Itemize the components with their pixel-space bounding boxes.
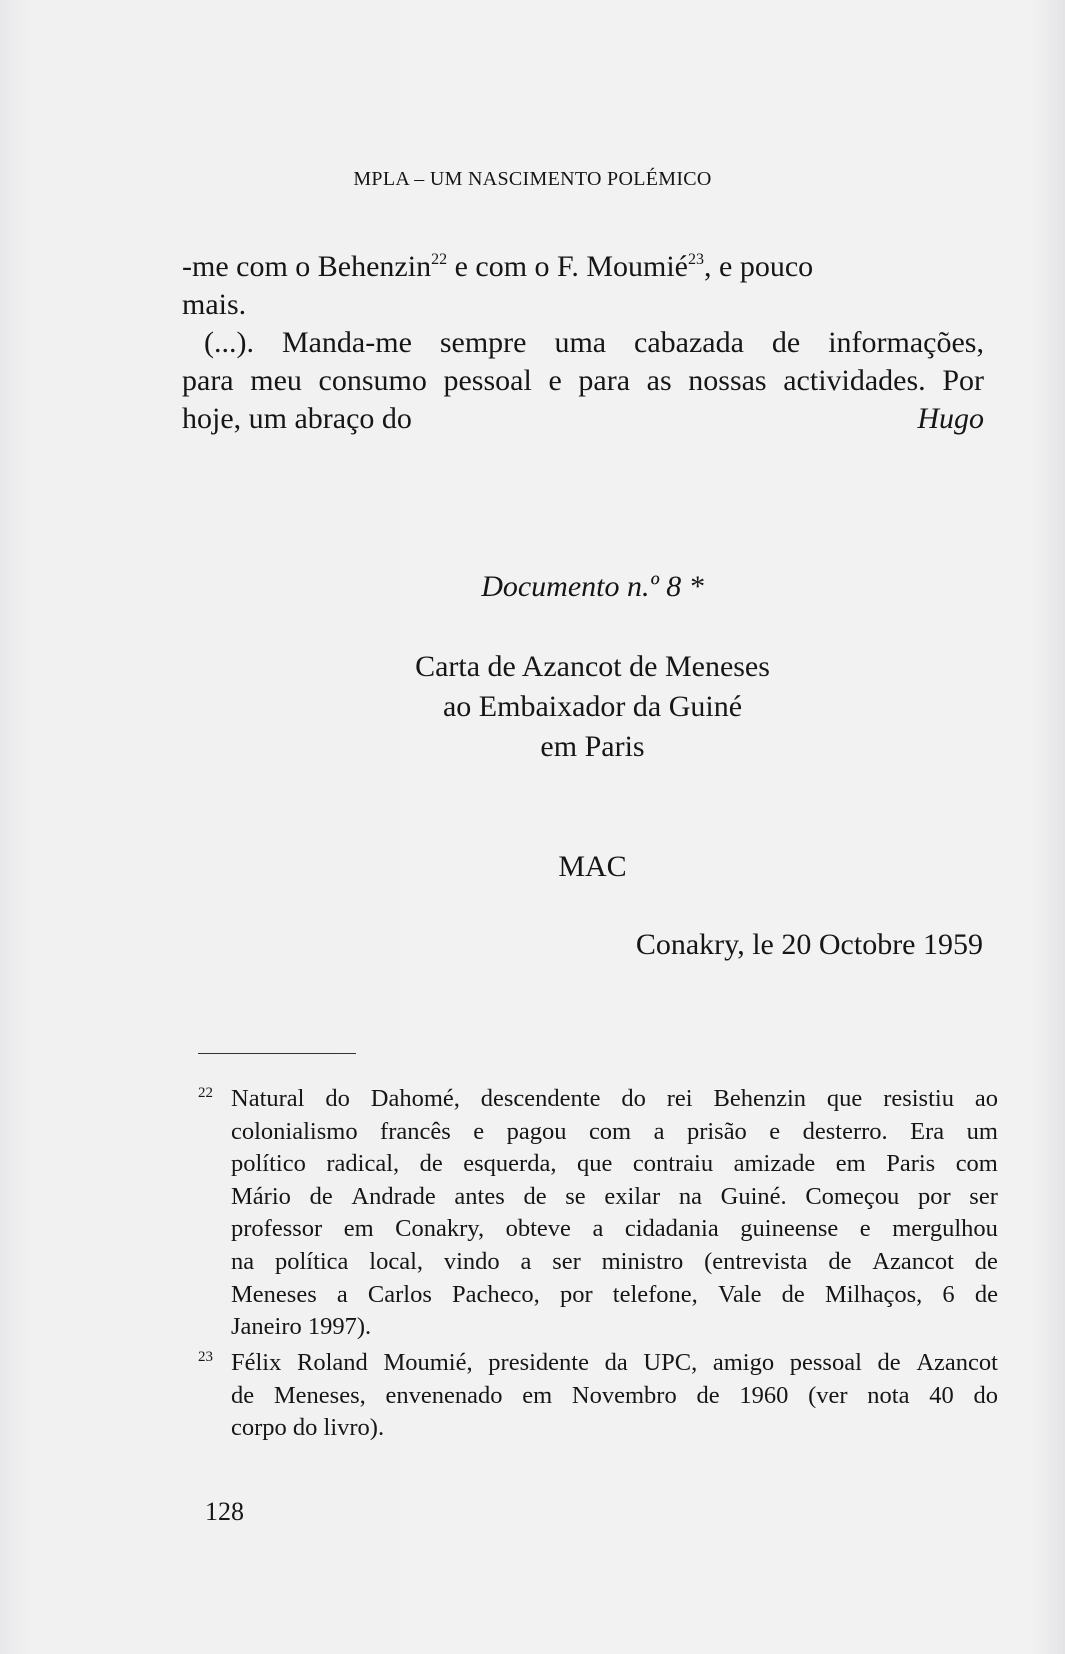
word: cidadania — [624, 1215, 719, 1243]
word: telefone, — [612, 1280, 698, 1308]
footnote-22-line — [231, 1148, 998, 1181]
word: esquerda, — [463, 1150, 557, 1178]
word: actividades. — [783, 364, 926, 397]
word: descendente — [480, 1085, 601, 1112]
word: Era — [910, 1117, 945, 1145]
footnote-ref-23[interactable]: 23 — [688, 251, 705, 268]
footnote-22 — [198, 1083, 998, 1344]
word: antes — [454, 1182, 505, 1210]
footnote-23-text — [231, 1347, 998, 1445]
word: ser — [969, 1182, 998, 1210]
word: Dahomé, — [370, 1085, 460, 1112]
word: de — [974, 1280, 998, 1308]
word: de — [974, 1247, 998, 1275]
footnote-22-text — [231, 1083, 998, 1344]
letter-line-1-text: -me com o Behenzin$^{22}$ e com o F. Moumié$^{23}$, e pouco — [182, 250, 814, 283]
word: guineense — [740, 1215, 839, 1243]
footnote-22-number: 22 — [198, 1085, 213, 1101]
word: para — [578, 364, 631, 397]
document-subtitle-line-2: ao Embaixador da Guiné — [442, 690, 743, 723]
word: Behenzin — [713, 1085, 807, 1112]
word: Natural — [231, 1085, 305, 1112]
page-number: 128 — [205, 1497, 244, 1526]
word: Roland — [297, 1349, 368, 1376]
footnote-22-line: Janeiro 1997). — [231, 1313, 372, 1341]
word: (ver — [808, 1381, 848, 1409]
word: do — [325, 1085, 350, 1112]
word: na — [678, 1182, 702, 1210]
word: meu — [250, 364, 302, 397]
word: Moumié, — [383, 1349, 473, 1376]
word: Meneses, — [273, 1381, 366, 1409]
word: amizade — [733, 1150, 816, 1178]
word: a — [336, 1280, 348, 1308]
footnote-23-line — [231, 1347, 998, 1380]
word: a — [653, 1117, 665, 1145]
word: político — [231, 1150, 306, 1178]
word: 40 — [929, 1381, 954, 1409]
word: Milhaços, — [824, 1280, 923, 1308]
document-subtitle-line-1: Carta de Azancot de Meneses — [415, 650, 770, 683]
word: Vale — [717, 1280, 762, 1308]
word: para — [182, 364, 234, 397]
word: Mário — [231, 1182, 291, 1210]
word: uma — [554, 326, 607, 359]
footnote-22-line — [231, 1213, 998, 1246]
word: Conakry, — [395, 1215, 485, 1243]
word: de — [309, 1182, 333, 1210]
word: Paris — [886, 1150, 936, 1178]
word: rei — [666, 1085, 693, 1112]
footnote-22-line — [231, 1083, 998, 1116]
word: Começou — [805, 1182, 900, 1210]
word: da — [604, 1349, 628, 1376]
word: ao — [974, 1085, 998, 1112]
word: Azancot — [916, 1349, 998, 1376]
footnote-ref-22[interactable]: 22 — [431, 251, 448, 268]
footnote-23-number: 23 — [198, 1349, 213, 1365]
word: obteve — [505, 1215, 571, 1243]
letter-line-3 — [182, 324, 984, 362]
word: de — [419, 1150, 443, 1178]
footnote-divider — [198, 1053, 356, 1054]
word: a — [520, 1247, 532, 1275]
word: envenenado — [385, 1381, 503, 1409]
word: Guiné. — [720, 1182, 787, 1210]
word: resistiu — [883, 1085, 954, 1112]
letter-line-2: mais. — [182, 288, 247, 321]
footnote-22-line — [231, 1116, 998, 1149]
word: Por — [942, 364, 984, 397]
word: prisão — [686, 1117, 747, 1145]
letter-dateline: Conakry, le 20 Octobre 1959 — [635, 928, 983, 961]
word: Andrade — [351, 1182, 436, 1210]
word: cabazada — [634, 326, 744, 359]
footnote-22-line — [231, 1246, 998, 1279]
word: pessoal — [443, 364, 532, 397]
word: por — [917, 1182, 951, 1210]
word: Pacheco, — [452, 1280, 540, 1308]
word: a — [592, 1215, 604, 1243]
word: local, — [369, 1247, 424, 1275]
word: política — [274, 1247, 349, 1275]
word: 1960 — [739, 1381, 789, 1409]
signature: Hugo — [917, 402, 984, 435]
word: 6 — [942, 1280, 955, 1308]
word: Manda-me — [281, 326, 412, 359]
word: de — [696, 1381, 720, 1409]
word: que — [826, 1085, 863, 1112]
word: Meneses — [231, 1280, 317, 1308]
word: de — [523, 1182, 547, 1210]
word: de — [781, 1280, 805, 1308]
word: em — [522, 1381, 553, 1409]
word: vindo — [443, 1247, 500, 1275]
footnote-22-line — [231, 1279, 998, 1312]
footnote-23-line: corpo do livro). — [231, 1414, 385, 1442]
running-header: MPLA – UM NASCIMENTO POLÉMICO — [353, 168, 712, 190]
word: e — [473, 1117, 485, 1145]
letter-line-1 — [182, 248, 984, 286]
word: ser — [552, 1247, 581, 1275]
word: informações, — [828, 326, 984, 359]
footnote-23 — [198, 1347, 998, 1445]
word: de — [877, 1349, 901, 1376]
word: (entrevista — [704, 1247, 808, 1275]
letter-line-4 — [182, 362, 984, 400]
word: (...). — [204, 326, 254, 359]
word: contraiu — [632, 1150, 714, 1178]
word: e — [548, 364, 562, 397]
letter-sender: MAC — [558, 850, 627, 883]
document-subtitle-line-3: em Paris — [540, 730, 645, 763]
word: pessoal — [789, 1349, 862, 1376]
word: radical, — [326, 1150, 400, 1178]
word: presidente — [488, 1349, 589, 1376]
word: com — [588, 1117, 632, 1145]
word: consumo — [318, 364, 427, 397]
letter-continuation — [182, 248, 984, 438]
word: amigo — [712, 1349, 775, 1376]
word: do — [621, 1085, 646, 1112]
document-title: Documento n.º 8 * — [481, 570, 704, 603]
letter-line-5: hoje, um abraço do Hugo — [182, 400, 984, 438]
word: com — [955, 1150, 998, 1178]
footnote-23-line — [231, 1380, 998, 1413]
word: na — [231, 1247, 255, 1275]
word: sempre — [439, 326, 527, 359]
word: ministro — [601, 1247, 684, 1275]
word: de — [771, 326, 801, 359]
word: francês — [380, 1117, 451, 1145]
word: por — [559, 1280, 593, 1308]
word: mergulhou — [892, 1215, 998, 1243]
word: UPC, — [643, 1349, 698, 1376]
word: e — [859, 1215, 871, 1243]
word: em — [835, 1150, 866, 1178]
word: em — [343, 1215, 374, 1243]
word: um — [966, 1117, 998, 1145]
word: de — [231, 1381, 255, 1409]
word: Novembro — [571, 1381, 677, 1409]
word: colonialismo — [231, 1117, 358, 1145]
word: nossas — [688, 364, 767, 397]
word: do — [973, 1381, 998, 1409]
word: Carlos — [367, 1280, 432, 1308]
word: que — [576, 1150, 613, 1178]
word: Félix — [231, 1349, 282, 1376]
word: desterro. — [802, 1117, 888, 1145]
word: nota — [867, 1381, 910, 1409]
word: e — [769, 1117, 781, 1145]
word: professor — [231, 1215, 323, 1243]
word: de — [828, 1247, 852, 1275]
word: pagou — [506, 1117, 567, 1145]
word: Azancot — [872, 1247, 954, 1275]
word: se — [565, 1182, 586, 1210]
word: exilar — [604, 1182, 661, 1210]
footnote-22-line — [231, 1181, 998, 1214]
word: as — [646, 364, 672, 397]
